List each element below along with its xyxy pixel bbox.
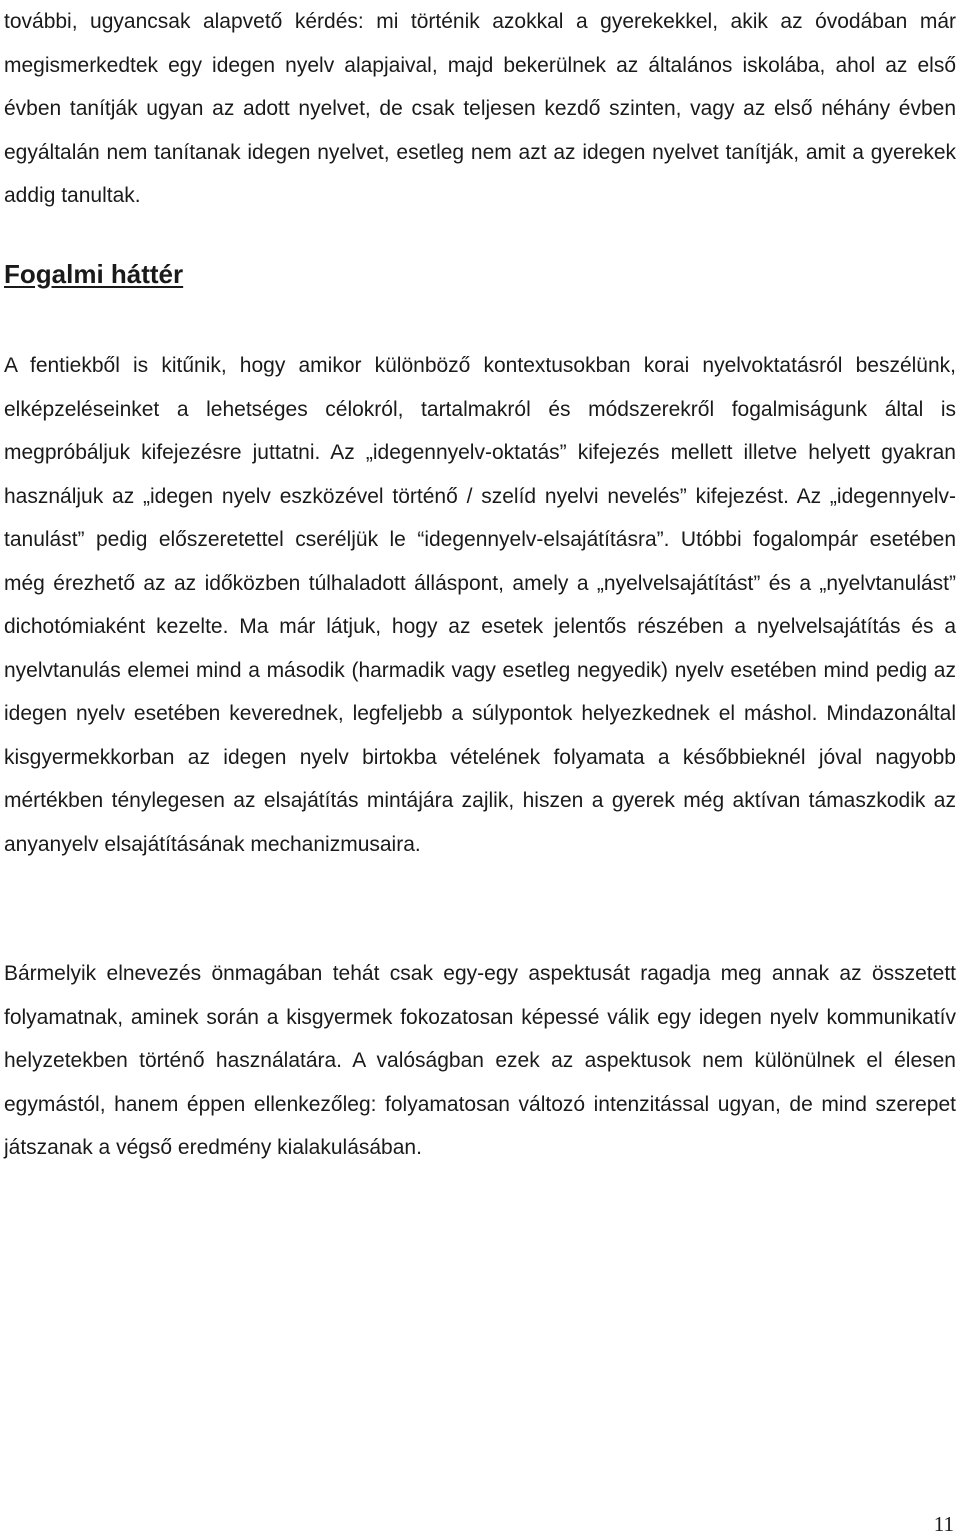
section-heading: Fogalmi háttér: [4, 259, 184, 289]
body-paragraph-1: A fentiekből is kitűnik, hogy amikor különböző kontextusokban korai nyelvoktatásról beszélünk, elképzeléseinket a lehetséges célokról, tartalmakról és módszerekről fogalmiságunk által is megpróbáljuk kifejezésre juttatni. Az „idegennyelv-oktatás” kifejezés mellett illetve helyett gyakran használjuk az „idegen nyelv eszközével történő / szelíd nyelvi nevelés” kifejezést. Az „idegennyelv-tanulást” pedig előszeretettel cseréljük le “idegennyelv-elsajátításra”. Utóbbi fogalompár esetében még érezhető az az időközben túlhaladott álláspont, amely a „nyelvelsajátítást” és a „nyelvtanulást” dichotómiaként kezelte. Ma már látjuk, hogy az esetek jelentős részében a nyelvelsajátítás és a nyelvtanulás elemei mind a második (harmadik vagy esetleg negyedik) nyelv esetében mind pedig az idegen nyelv esetében keverednek, legfeljebb a súlypontok helyezkednek el máshol. Mindazonáltal kisgyermekkorban az idegen nyelv birtokba vételének folyamata a későbbieknél jóval nagyobb mértékben ténylegesen az elsajátítás mintájára zajlik, hiszen a gyerek még aktívan támaszkodik az anyanyelv elsajátításának mechanizmusaira.: [4, 354, 956, 856]
document-page: [4, 0, 956, 1159]
intro-paragraph: további, ugyancsak alapvető kérdés: mi történik azokkal a gyerekekkel, akik az óvodában már megismerkedtek egy idegen nyelv alapjaival, majd bekerülnek az általános iskolába, ahol az első évben tanítják ugyan az adott nyelvet, de csak teljesen kezdő szinten, vagy az első néhány évben egyáltalán nem tanítanak idegen nyelvet, esetleg nem azt az idegen nyelvet tanítják, amit a gyerekek addig tanultak.: [4, 10, 956, 207]
body-paragraph-2: Bármelyik elnevezés önmagában tehát csak egy-egy aspektusát ragadja meg annak az összetett folyamatnak, aminek során a kisgyermek fokozatosan képessé válik egy idegen nyelv kommunikatív helyzetekben történő használatára. A valóságban ezek az aspektusok nem különülnek el élesen egymástól, hanem éppen ellenkezőleg: folyamatosan változó intenzitással ugyan, de mind szerepet játszanak a végső eredmény kialakulásában.: [4, 962, 956, 1159]
page-number: 11: [933, 1512, 954, 1536]
